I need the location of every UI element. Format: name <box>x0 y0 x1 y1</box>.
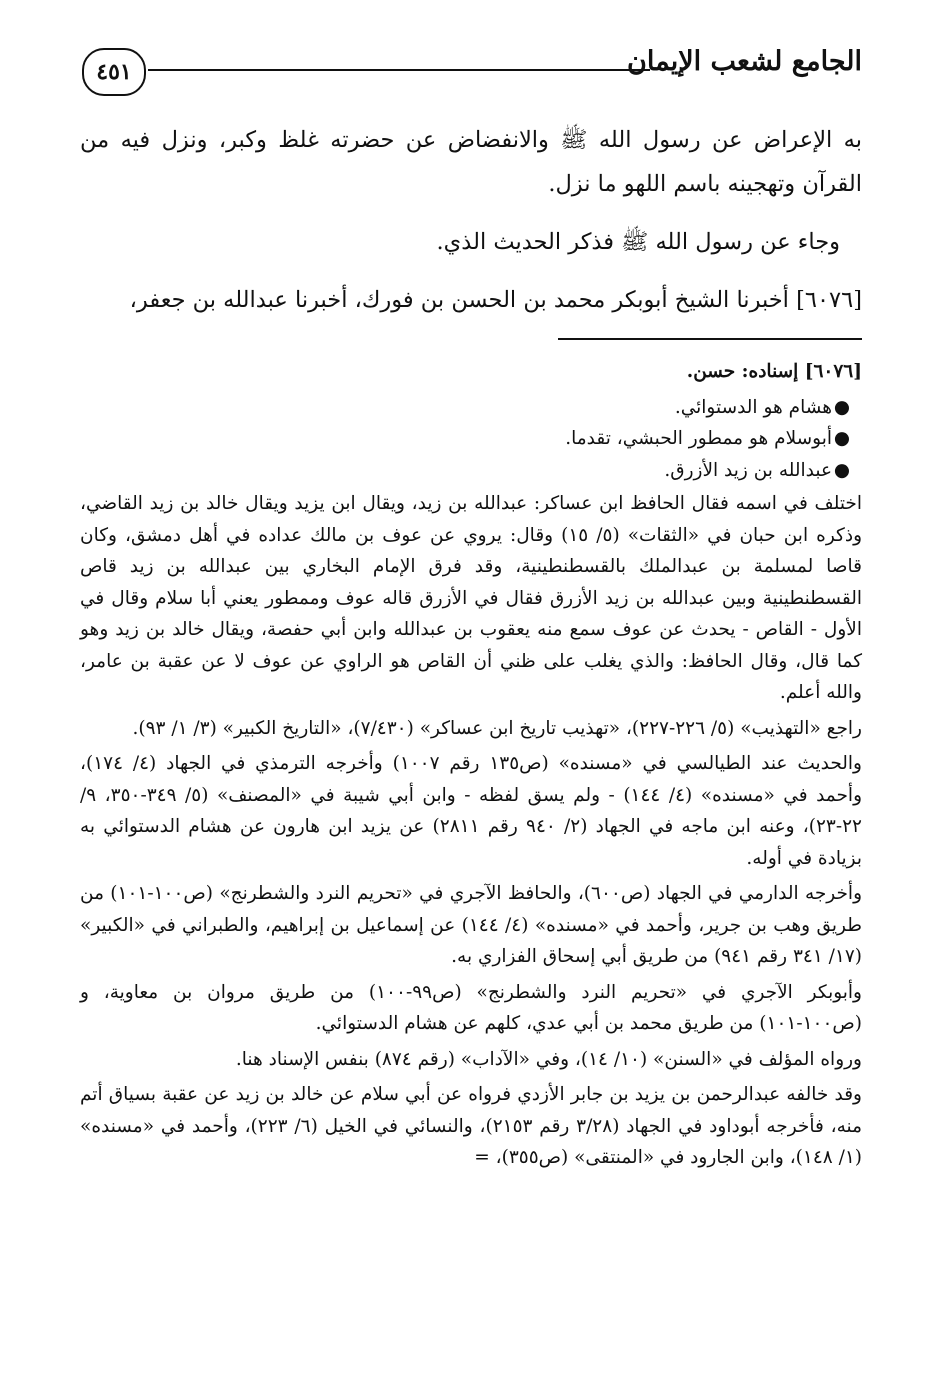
footnote-separator <box>558 338 862 340</box>
footnotes <box>80 356 862 1174</box>
narrator-item <box>80 423 850 455</box>
footnote-paragraph: راجع «التهذيب» (٥/ ٢٢٦-٢٢٧)، «تهذيب تاريخ ابن عساكر» (٧/٤٣٠)، «التاريخ الكبير» (٣/ ١/ ٩٣). <box>132 717 862 739</box>
bullet-icon: ● <box>833 459 850 481</box>
page-number: ٤٥١ <box>82 48 146 96</box>
footnote-paragraph: ورواه المؤلف في «السنن» (١٠/ ١٤)، وفي «الآداب» (رقم ٨٧٤) بنفس الإسناد هنا. <box>235 1048 862 1070</box>
header-rule <box>148 69 650 71</box>
footnote-paragraph: والحديث عند الطيالسي في «مسنده» (ص١٣٥ رقم ١٠٠٧) وأخرجه الترمذي في الجهاد (٤/ ١٧٤)، وأحمد في «مسنده» (٤/ ١٤٤) - ولم يسق لفظه - وابن أبي شيبة في «المصنف» (٥/ ٣٤٩-٣٥٠، ٩/ ٢٢-٢٣)، وعنه ابن ماجه في الجهاد (٢/ ٩٤٠ رقم ٢٨١١) عن يزيد ابن هارون عن هشام الدستوائي به بزيادة في أوله. <box>80 753 862 869</box>
hadith-isnad-paragraph: [٦٠٧٦] أخبرنا الشيخ أبوبكر محمد بن الحسن بن فورك، أخبرنا عبدالله بن جعفر، <box>129 287 862 313</box>
narrator-item <box>80 392 850 424</box>
page-header <box>80 38 862 108</box>
narrator-item <box>80 455 850 487</box>
bullet-icon: ● <box>833 428 850 449</box>
main-paragraph: به الإعراض عن رسول الله ﷺ والانفضاض عن حضرته غلظ وكبر، ونزل فيه من القرآن وتهجينه باسم اللهو ما نزل. <box>80 127 862 197</box>
footnote-paragraph: وأبوبكر الآجري في «تحريم النرد والشطرنج» (ص٩٩-١٠٠) من طريق مروان بن معاوية، و (ص١٠٠-١٠١) من طريق محمد بن أبي عدي، كلهم عن هشام الدستوائي. <box>80 981 862 1034</box>
footnote-paragraph: اختلف في اسمه فقال الحافظ ابن عساكر: عبدالله بن زيد، ويقال ابن يزيد ويقال خالد بن زيد القاضي، وذكره ابن حبان في «الثقات» (٥/ ١٥) وقال: يروي عن عوف بن مالك عداده في أهل دمشق، وكان قاصا لمسلمة بن عبدالملك بالقسطنطينية، وقد فرق الإمام البخاري بين عبدالله بن زيد قاص القسطنطينية وبين عبدالله بن زيد الأزرق فقال في الأزرق قاله عوف وممطور يعني أبا سلام وقال في الأول - القاص - يحدث عن عوف سمع منه يعقوب بن عبدالله وابن أبي حفصة، ويقال خالد بن زيد وهو كما قال، وقال الحافظ: والذي يغلب على ظني أن القاص هو الراوي عن عوف لا عن عقبة بن عامر، والله أعلم. <box>80 493 862 703</box>
main-paragraph: وجاء عن رسول الله ﷺ فذكر الحديث الذي. <box>436 229 840 255</box>
footnote-heading: [٦٠٧٦] إسناده: حسن. <box>686 361 862 382</box>
narrator-text: هشام هو الدستوائي. <box>674 396 832 418</box>
book-title: الجامع لشعب الإيمان <box>627 46 862 77</box>
narrator-list <box>80 392 862 487</box>
footnote-paragraph: وأخرجه الدارمي في الجهاد (ص٦٠٠)، والحافظ الآجري في «تحريم النرد والشطرنج» (ص١٠٠-١٠١) من طريق وهب بن جرير، وأحمد في «مسنده» (٤/ ١٤٤) عن إسماعيل بن إبراهيم، والطبراني في «الكبير» (١٧/ ٣٤١ رقم ٩٤١) من طريق أبي إسحاق الفزاري به. <box>80 883 863 967</box>
main-text <box>80 118 862 322</box>
footnote-paragraph: وقد خالفه عبدالرحمن بن يزيد بن جابر الأزدي فرواه عن أبي سلام عن خالد بن زيد عن عقبة بسياق أتم منه، فأخرجه أبوداود في الجهاد (٣/٢٨ رقم ٢١٥٣)، والنسائي في الخيل (٦/ ٢٢٣)، وأحمد في «مسنده» (١/ ١٤٨)، وابن الجارود في «المنتقى» (ص٣٥٥)، = <box>80 1084 862 1168</box>
narrator-text: أبوسلام هو ممطور الحبشي، تقدما. <box>565 428 832 449</box>
narrator-text: عبدالله بن زيد الأزرق. <box>664 459 832 481</box>
document-page <box>80 38 862 1178</box>
bullet-icon: ● <box>833 396 850 418</box>
